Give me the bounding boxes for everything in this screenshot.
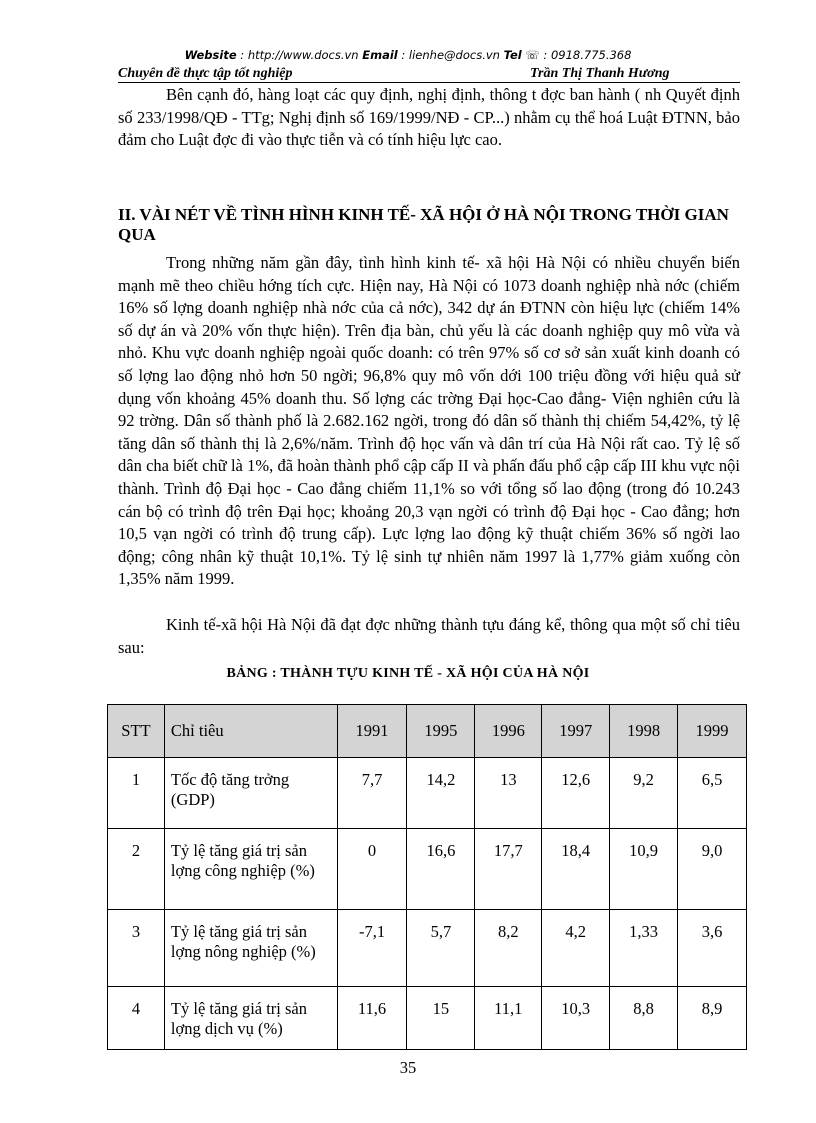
body-paragraph-1: Trong những năm gần đây, tình hình kinh tế- xã hội Hà Nội có nhiều chuyển biến mạnh mẽ theo chiều hớng tích cực. Hiện nay, Hà Nội có 1073 doanh nghiệp nhà nớc (chiếm 16% số lợng doanh nghiệp nhà nớc của cả nớc), 342 dự án ĐTNN còn hiệu lực (chiếm 14% số dự án và 20% vốn thực hiện). Trên địa bàn, chủ yếu là các doanh nghiệp quy mô vừa và nhỏ. Khu vực doanh nghiệp ngoài quốc doanh: có trên 97% số cơ sở sản xuất kinh doanh có số lợng lao động nhỏ hơn 50 ngời; 96,8% quy mô vốn dới 100 triệu đồng với hiệu quả sử dụng vốn khoảng 45% doanh thu. Số lợng các trờng Đại học-Cao đẳng- Viện nghiên cứu là 92 trờng. Dân số thành phố là 2.682.162 ngời, trong đó dân số thành thị chiếm 54,42%, tỷ lệ tăng dân số thành thị là 2,6%/năm. Trình độ học vấn và dân trí của Hà Nội rất cao. Tỷ lệ số dân cha biết chữ là 1%, đã hoàn thành phổ cập cấp II và phấn đấu phổ cập cấp III khu vực nội thành. Trình độ Đại học - Cao đẳng chiếm 11,1% so với tổng số lao động (trong đó 10.243 cán bộ có trình độ trên Đại học; khoảng 20,3 vạn ngời có trình độ Đại học - Cao đẳng; hơn 10,5 vạn ngời có trình độ trung cấp). Lực lợng lao động kỹ thuật chiếm 36% số ngời lao động; công nhân kỹ thuật 10,1%. Tỷ lệ sinh tự nhiên năm 1997 là 1,77% giảm xuống còn 1,35% năm 1999. xyxy=(118,253,740,589)
table-cell: -7,1 xyxy=(337,910,407,987)
table-cell: 8,8 xyxy=(610,987,678,1050)
table-cell: Tỷ lệ tăng giá trị sản lợng công nghiệp (%) xyxy=(164,829,337,910)
table-cell: 5,7 xyxy=(407,910,475,987)
header-cell: 1991 xyxy=(337,705,407,758)
header-cell: 1999 xyxy=(678,705,747,758)
table-cell: 10,3 xyxy=(542,987,610,1050)
header-cell: 1995 xyxy=(407,705,475,758)
body-paragraph-2: Kinh tế-xã hội Hà Nội đã đạt đợc những thành tựu đáng kể, thông qua một số chỉ tiêu sau: xyxy=(118,615,740,657)
page-number: 35 xyxy=(399,1058,417,1077)
table-cell: 18,4 xyxy=(542,829,610,910)
table-cell: 16,6 xyxy=(407,829,475,910)
table-cell: 17,7 xyxy=(475,829,542,910)
tel-label: Tel xyxy=(503,48,522,62)
table-cell: 9,2 xyxy=(610,758,678,829)
table-cell: 3,6 xyxy=(678,910,747,987)
table-cell: 8,2 xyxy=(475,910,542,987)
table-cell: Tỷ lệ tăng giá trị sản lợng nông nghiệp (%) xyxy=(164,910,337,987)
table-title: BẢNG : THÀNH TỰU KINH TẾ - XÃ HỘI CỦA HÀ NỘI xyxy=(226,666,590,681)
phone-icon: ☏ xyxy=(525,48,540,62)
table-cell: Tỷ lệ tăng giá trị sản lợng dịch vụ (%) xyxy=(164,987,337,1050)
running-header-right: Trần Thị Thanh Hương xyxy=(530,66,670,81)
table-cell: 9,0 xyxy=(678,829,747,910)
intro-paragraph: Bên cạnh đó, hàng loạt các quy định, nghị định, thông t đợc ban hành ( nh Quyết định số 233/1998/QĐ - TTg; Nghị định số 169/1999/NĐ - CP...) nhằm cụ thể hoá Luật ĐTNN, bảo đảm cho Luật đợc đi vào thực tiễn và có tính hiệu lực cao. xyxy=(118,85,740,150)
table-cell: 4,2 xyxy=(542,910,610,987)
table-cell: 0 xyxy=(337,829,407,910)
header-cell: Chỉ tiêu xyxy=(164,705,337,758)
table-cell: 12,6 xyxy=(542,758,610,829)
running-header xyxy=(118,64,740,83)
header-cell: 1997 xyxy=(542,705,610,758)
tel-number: : 0918.775.368 xyxy=(543,48,632,62)
header-cell: STT xyxy=(108,705,165,758)
website-header xyxy=(0,48,816,62)
table-row xyxy=(108,758,747,829)
website-label: Website xyxy=(184,48,237,62)
table-cell: 13 xyxy=(475,758,542,829)
section-title: II. VÀI NÉT VỀ TÌNH HÌNH KINH TẾ- XÃ HỘI Ở HÀ NỘI TRONG THỜI GIAN QUA xyxy=(118,205,729,244)
achievements-table xyxy=(107,704,747,1050)
email-label: Email xyxy=(362,48,398,62)
table-cell: 15 xyxy=(407,987,475,1050)
table-cell: 1 xyxy=(108,758,165,829)
table-cell: 10,9 xyxy=(610,829,678,910)
table-cell: 3 xyxy=(108,910,165,987)
table-row xyxy=(108,829,747,910)
website-url: : http://www.docs.vn xyxy=(240,48,359,62)
header-cell: 1998 xyxy=(610,705,678,758)
table-cell: 6,5 xyxy=(678,758,747,829)
table-cell: 7,7 xyxy=(337,758,407,829)
table-cell: 1,33 xyxy=(610,910,678,987)
header-cell: 1996 xyxy=(475,705,542,758)
table-cell: 14,2 xyxy=(407,758,475,829)
table-row xyxy=(108,910,747,987)
table-row xyxy=(108,987,747,1050)
table-cell: 4 xyxy=(108,987,165,1050)
table-cell: 11,6 xyxy=(337,987,407,1050)
table-cell: Tốc độ tăng trởng (GDP) xyxy=(164,758,337,829)
table-header-row xyxy=(108,705,747,758)
table-cell: 2 xyxy=(108,829,165,910)
running-header-left: Chuyên đề thực tập tốt nghiệp xyxy=(118,66,293,81)
table-cell: 11,1 xyxy=(475,987,542,1050)
table-cell: 8,9 xyxy=(678,987,747,1050)
email-address: : lienhe@docs.vn xyxy=(401,48,500,62)
